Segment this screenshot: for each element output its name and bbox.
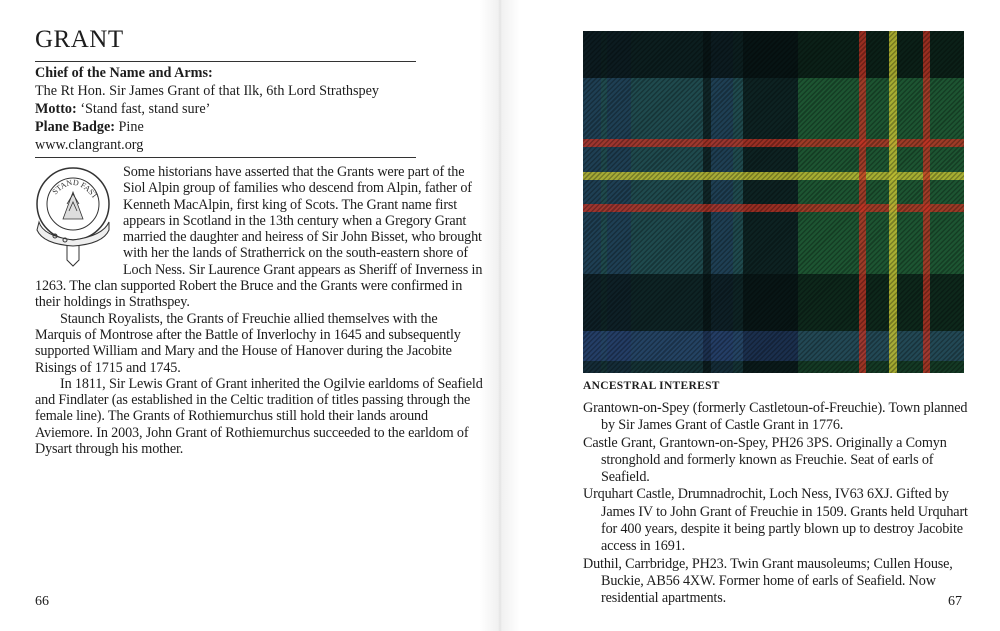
svg-text:STAND FAST: STAND FAST bbox=[50, 177, 100, 201]
history-paragraph: In 1811, Sir Lewis Grant of Grant inherited the Ogilvie earldoms of Seafield and Findlater (as established in the Celtic tradition of titles passing through the female line). The Grants of Rothiemurchus still hold their lands around Aviemore. In 2003, John Grant of Rothiemurchus succeeded to the earldom of Dysart through his mother. bbox=[35, 375, 483, 458]
tartan-swatch-image bbox=[583, 31, 964, 373]
website-link[interactable]: www.clangrant.org bbox=[35, 137, 144, 153]
list-item: Grantown-on-Spey (formerly Castletoun-of-Freuchie). Town planned by Sir James Grant of Castle Grant in 1776. bbox=[583, 400, 968, 434]
page-number: 67 bbox=[948, 594, 962, 609]
badge-label: Plane Badge: bbox=[35, 119, 115, 135]
chief-label: Chief of the Name and Arms: bbox=[35, 65, 213, 81]
motto-label: Motto: bbox=[35, 101, 77, 117]
chief-value: The Rt Hon. Sir James Grant of that Ilk, 6th Lord Strathspey bbox=[35, 83, 379, 99]
ancestral-interest-list bbox=[583, 400, 968, 608]
badge-value: Pine bbox=[115, 119, 144, 135]
divider bbox=[35, 61, 416, 62]
ancestral-interest-heading: ANCESTRAL INTEREST bbox=[583, 380, 720, 392]
motto-value: ‘Stand fast, stand sure’ bbox=[76, 101, 211, 117]
clan-title: GRANT bbox=[35, 26, 124, 53]
list-item: Castle Grant, Grantown-on-Spey, PH26 3PS. Originally a Comyn stronghold and formerly known as Freuchie. Seat of earls of Seafield. bbox=[583, 434, 947, 486]
history-paragraph: Staunch Royalists, the Grants of Freuchie allied themselves with the Marquis of Montrose after the Battle of Inverlochy in 1645 and subsequently supported William and Mary and the House of Hanover during the Jacobite Risings of 1715 and 1745. bbox=[35, 310, 461, 376]
clan-history bbox=[35, 164, 487, 457]
history-paragraph: Some historians have asserted that the Grants were part of the Siol Alpin group of families who descend from Alpin, father of Kenneth MacAlpin, first king of Scots. The Grant name first appears in Scotland in the 13th century when a Gregory Grant married the daughter and heiress of Sir John Bisset, who brought with her the lands of Stratherrick on the south-eastern shore of Loch Ness. Sir Laurence Grant appears as Sheriff of Inverness in 1263. The clan supported Robert the Bruce and the Grants were confirmed in their holdings in Strathspey. bbox=[35, 164, 483, 311]
list-item: Duthil, Carrbridge, PH23. Twin Grant mausoleums; Cullen House, Buckie, AB56 4XW. Former home of earls of Seafield. Now residential apartments. bbox=[583, 555, 953, 607]
clan-info bbox=[35, 64, 379, 154]
divider bbox=[35, 157, 416, 158]
list-item: Urquhart Castle, Drumnadrochit, Loch Ness, IV63 6XJ. Gifted by James IV to John Grant of Freuchie in 1509. Grants held Urquhart for 400 years, despite it being partly blown up to destroy Jacobite access in 1691. bbox=[583, 486, 968, 555]
page-number: 66 bbox=[35, 594, 49, 609]
